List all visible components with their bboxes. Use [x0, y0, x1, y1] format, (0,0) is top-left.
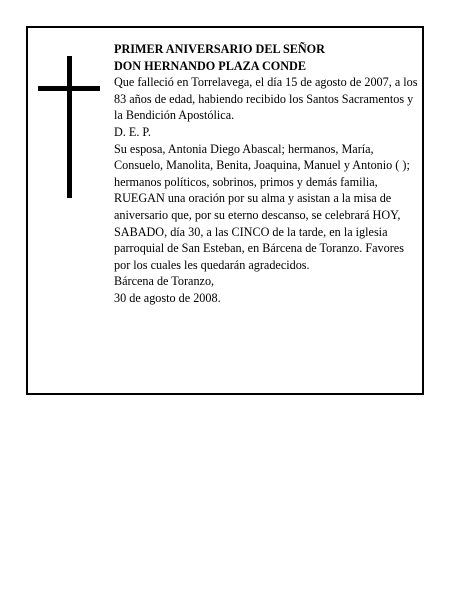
cross-horizontal-bar: [38, 86, 100, 91]
mass-request: RUEGAN una oración por su alma y asistan a la misa de aniversario que, por su eterno descanso, se celebrará HOY, SABADO, día 30, a las CINCO de la tarde, en la iglesia parroquial de San Esteban, en Bárcena de Toranzo. Favores por los cuales les quedarán agradecidos.: [114, 191, 404, 272]
notice-text: [114, 41, 420, 307]
notice-place: Bárcena de Toranzo,: [114, 274, 215, 289]
notice-title-line-1: PRIMER ANIVERSARIO DEL SEÑOR: [114, 42, 325, 56]
obituary-notice: [26, 26, 424, 395]
cross-icon: [38, 56, 100, 198]
cross-vertical-bar: [67, 56, 72, 198]
death-info: Que falleció en Torrelavega, el día 15 de agosto de 2007, a los 83 años de edad, habiendo recibido los Santos Sacramentos y la Bendición Apostólica.: [114, 75, 418, 123]
family-list: Su esposa, Antonia Diego Abascal; hermanos, María, Consuelo, Manolita, Benita, Joaquina, Manuel y Antonio ( ); hermanos políticos, sobrinos, primos y demás familia,: [114, 141, 410, 189]
rip-text: D. E. P.: [114, 124, 151, 139]
notice-title-line-2: DON HERNANDO PLAZA CONDE: [114, 58, 306, 73]
notice-date: 30 de agosto de 2008.: [114, 290, 221, 305]
